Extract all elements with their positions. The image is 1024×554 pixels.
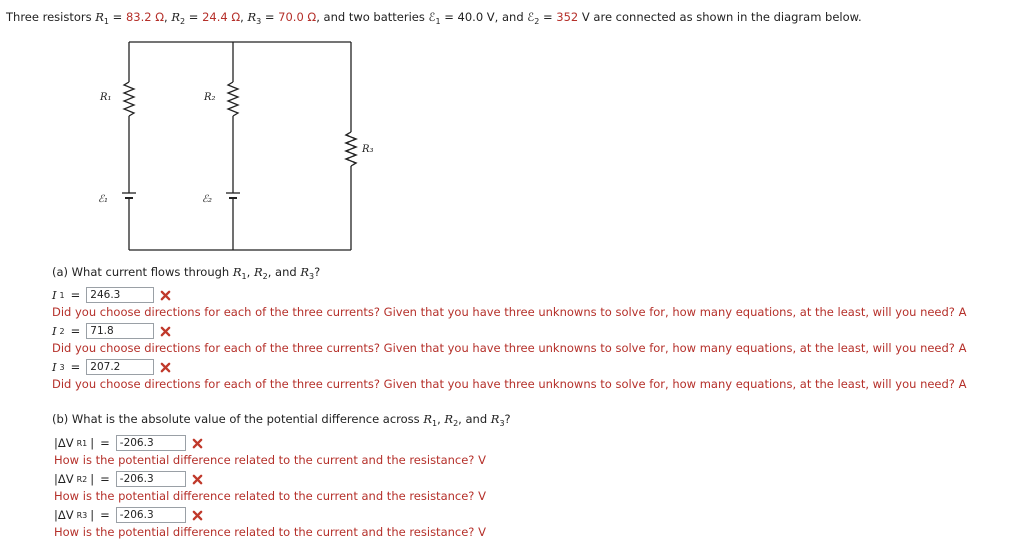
r2-symbol: R [171, 10, 181, 24]
dvr2-eq: = [100, 472, 110, 486]
part-b-question: (b) What is the absolute value of the potential difference across $R_1$, $R_2$, and $R_3$? [52, 412, 511, 428]
dvr1-eq: = [100, 436, 110, 450]
answer-row-dvr2 [54, 471, 203, 487]
pa-r1: R [232, 265, 242, 279]
i1-input[interactable]: 246.3 [86, 287, 154, 303]
r3-value: 70.0 Ω [278, 10, 317, 24]
r2-value: 24.4 Ω [202, 10, 241, 24]
label-r3: R₃ [362, 144, 374, 155]
i1-sub: 1 [59, 290, 65, 300]
i3-input[interactable]: 207.2 [86, 359, 154, 375]
label-r1: R₁ [100, 92, 112, 103]
resistor-r1-icon [124, 82, 134, 116]
pb-r3-sub: 3 [499, 419, 505, 428]
part-a-question: (a) What current flows through $R_1$, $R_2$, and $R_3$? [52, 265, 321, 281]
r2-sub: 2 [180, 17, 186, 26]
pb-r3: R [490, 412, 500, 426]
dvr2-close: | [90, 472, 95, 486]
dvr1-close: | [90, 436, 95, 450]
i2-eq: = [70, 324, 81, 338]
pb-r1-sub: 1 [432, 419, 438, 428]
incorrect-x-icon [160, 326, 171, 337]
i1-eq: = [70, 288, 81, 302]
part-a-prefix: (a) What current flows through [52, 265, 230, 279]
e1-symbol: ℰ [428, 10, 436, 24]
i2-sub: 2 [59, 326, 65, 336]
incorrect-x-icon [192, 438, 203, 449]
answer-row-i3 [52, 359, 171, 375]
dvr1-input[interactable]: -206.3 [116, 435, 186, 451]
part-b-prefix: (b) What is the absolute value of the potential difference across [52, 412, 420, 426]
r1-sub: 1 [103, 17, 110, 26]
dvr2-sub: R2 [76, 474, 88, 484]
dvr1-label: |ΔV [54, 436, 74, 450]
answer-row-i1 [52, 287, 171, 303]
label-e1: ℰ₁ [98, 194, 109, 205]
i2-hint: Did you choose directions for each of the three currents? Given that you have three unknowns to solve for, how many equations, at the least, will you need? A [52, 341, 967, 355]
incorrect-x-icon [160, 290, 171, 301]
i3-label: I [52, 360, 57, 374]
label-e2: ℰ₂ [202, 194, 213, 205]
label-r2: R₂ [204, 92, 216, 103]
r3-eq: = [261, 10, 279, 24]
r1-value: 83.2 Ω [125, 10, 165, 24]
intro-prefix: Three resistors [6, 10, 92, 24]
answer-row-i2 [52, 323, 171, 339]
r1-symbol: R [95, 10, 104, 24]
r1-eq: = [109, 10, 126, 24]
answer-row-dvr1 [54, 435, 203, 451]
pa-r2-sub: 2 [262, 272, 268, 281]
pa-r3-sub: 3 [309, 272, 315, 281]
e2-eq: = [539, 10, 557, 24]
pa-r3: R [300, 265, 309, 279]
intro-mid: , and two batteries [316, 10, 425, 24]
r2-eq: = [185, 10, 203, 24]
r3-sub: 3 [256, 17, 262, 26]
intro-and: , and [494, 10, 524, 24]
dvr2-label: |ΔV [54, 472, 74, 486]
answer-row-dvr3 [54, 507, 203, 523]
pb-r1: R [423, 412, 432, 426]
pb-r2: R [444, 412, 454, 426]
intro-suffix: V are connected as shown in the diagram below. [581, 10, 862, 24]
dvr1-hint: How is the potential difference related to the current and the resistance? V [54, 453, 486, 467]
incorrect-x-icon [192, 510, 203, 521]
dvr2-hint: How is the potential difference related to the current and the resistance? V [54, 489, 486, 503]
r3-symbol: R [247, 10, 257, 24]
circuit-diagram [86, 38, 374, 253]
e2-symbol: ℰ [527, 10, 535, 24]
i3-hint: Did you choose directions for each of the three currents? Given that you have three unknowns to solve for, how many equations, at the least, will you need? A [52, 377, 967, 391]
dvr3-label: |ΔV [54, 508, 74, 522]
pb-r2-sub: 2 [453, 419, 459, 428]
pa-r1-sub: 1 [241, 272, 247, 281]
e2-sub: 2 [534, 17, 540, 26]
i3-eq: = [70, 360, 81, 374]
i2-input[interactable]: 71.8 [86, 323, 154, 339]
dvr3-sub: R3 [76, 510, 88, 520]
e2-value: 352 [556, 10, 579, 24]
i1-label: I [52, 288, 57, 302]
pa-suffix: ? [314, 265, 321, 279]
i3-sub: 3 [59, 362, 65, 372]
pa-r2: R [253, 265, 263, 279]
incorrect-x-icon [160, 362, 171, 373]
i2-label: I [52, 324, 57, 338]
e1-sub: 1 [435, 17, 441, 26]
dvr3-eq: = [100, 508, 110, 522]
e1-value: 40.0 V [457, 10, 495, 24]
resistor-r2-icon [228, 82, 238, 116]
dvr3-close: | [90, 508, 95, 522]
incorrect-x-icon [192, 474, 203, 485]
dvr2-input[interactable]: -206.3 [116, 471, 186, 487]
dvr1-sub: R1 [76, 438, 88, 448]
i1-hint: Did you choose directions for each of the three currents? Given that you have three unknowns to solve for, how many equations, at the least, will you need? A [52, 305, 967, 319]
dvr3-hint: How is the potential difference related to the current and the resistance? V [54, 525, 486, 539]
pb-suffix: ? [504, 412, 511, 426]
problem-statement: Three resistors $R_1 = 83.2$ Ω, $R_2 = 24.4$ Ω, $R_3 = 70.0$ Ω, and two batteries ℰ$_1$ = 40.0 V, and ℰ$_2$ = 352 V are connected as shown in the diagram below. [6, 10, 862, 26]
dvr3-input[interactable]: -206.3 [116, 507, 186, 523]
e1-eq: = [440, 10, 458, 24]
